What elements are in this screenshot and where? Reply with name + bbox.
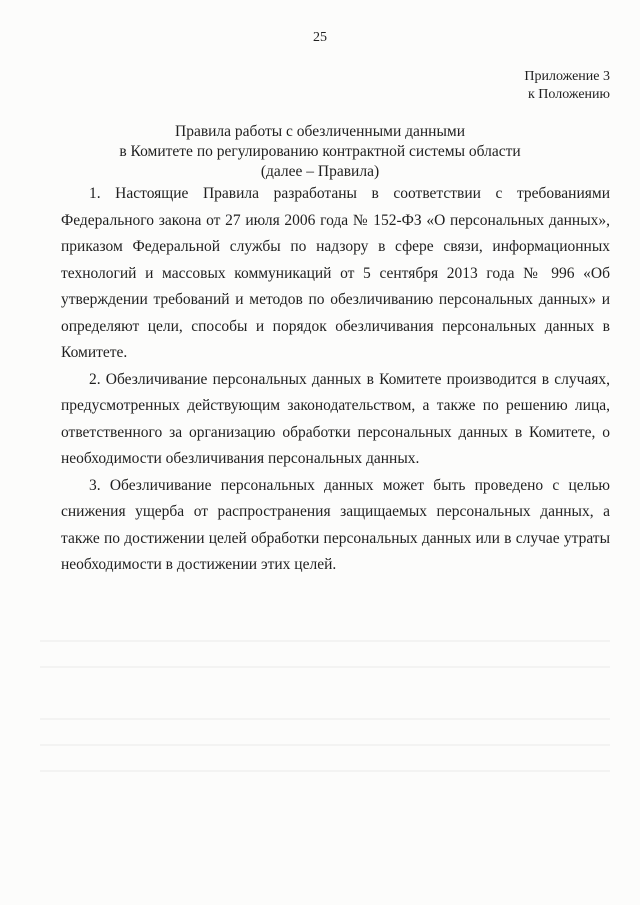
title-line-2: в Комитете по регулированию контрактной системы области	[119, 143, 521, 160]
document-body	[61, 181, 610, 579]
page-number: 25	[313, 30, 327, 45]
title-line-1: Правила работы с обезличенными данными	[175, 123, 465, 140]
bleed-through-line	[40, 640, 610, 642]
appendix-line-1: Приложение 3	[524, 69, 610, 84]
title-line-3: (далее – Правила)	[260, 163, 380, 180]
bleed-through-line	[40, 718, 610, 720]
bleed-through-line	[40, 770, 610, 772]
bleed-through-line	[40, 744, 610, 746]
paragraph-2: 2. Обезличивание персональных данных в Комитете производится в случаях, предусмотренных действующим законодательством, а также по решению лица, ответственного за организацию обработки персональных данных в Комитете, о необходимости обезличивания персональных данных.	[61, 370, 610, 467]
paragraph-1: 1. Настоящие Правила разработаны в соответствии с требованиями Федерального закона от 27 июля 2006 года № 152-ФЗ «О персональных данных», приказом Федеральной службы по надзору в сфере связи, информационных технологий и массовых коммуникаций от 5 сентября 2013 года № 996 «Об утверждении требований и методов по обезличиванию персональных данных» и определяют цели, способы и порядок обезличивания персональных данных в Комитете.	[61, 185, 610, 361]
paragraph-3: 3. Обезличивание персональных данных может быть проведено с целью снижения ущерба от распространения защищаемых персональных данных, а также по достижении целей обработки персональных данных или в случае утраты необходимости в достижении этих целей.	[61, 476, 610, 573]
bleed-through-line	[40, 666, 610, 668]
appendix-line-2: к Положению	[527, 87, 610, 102]
appendix-reference	[524, 68, 610, 104]
document-title	[40, 122, 600, 182]
